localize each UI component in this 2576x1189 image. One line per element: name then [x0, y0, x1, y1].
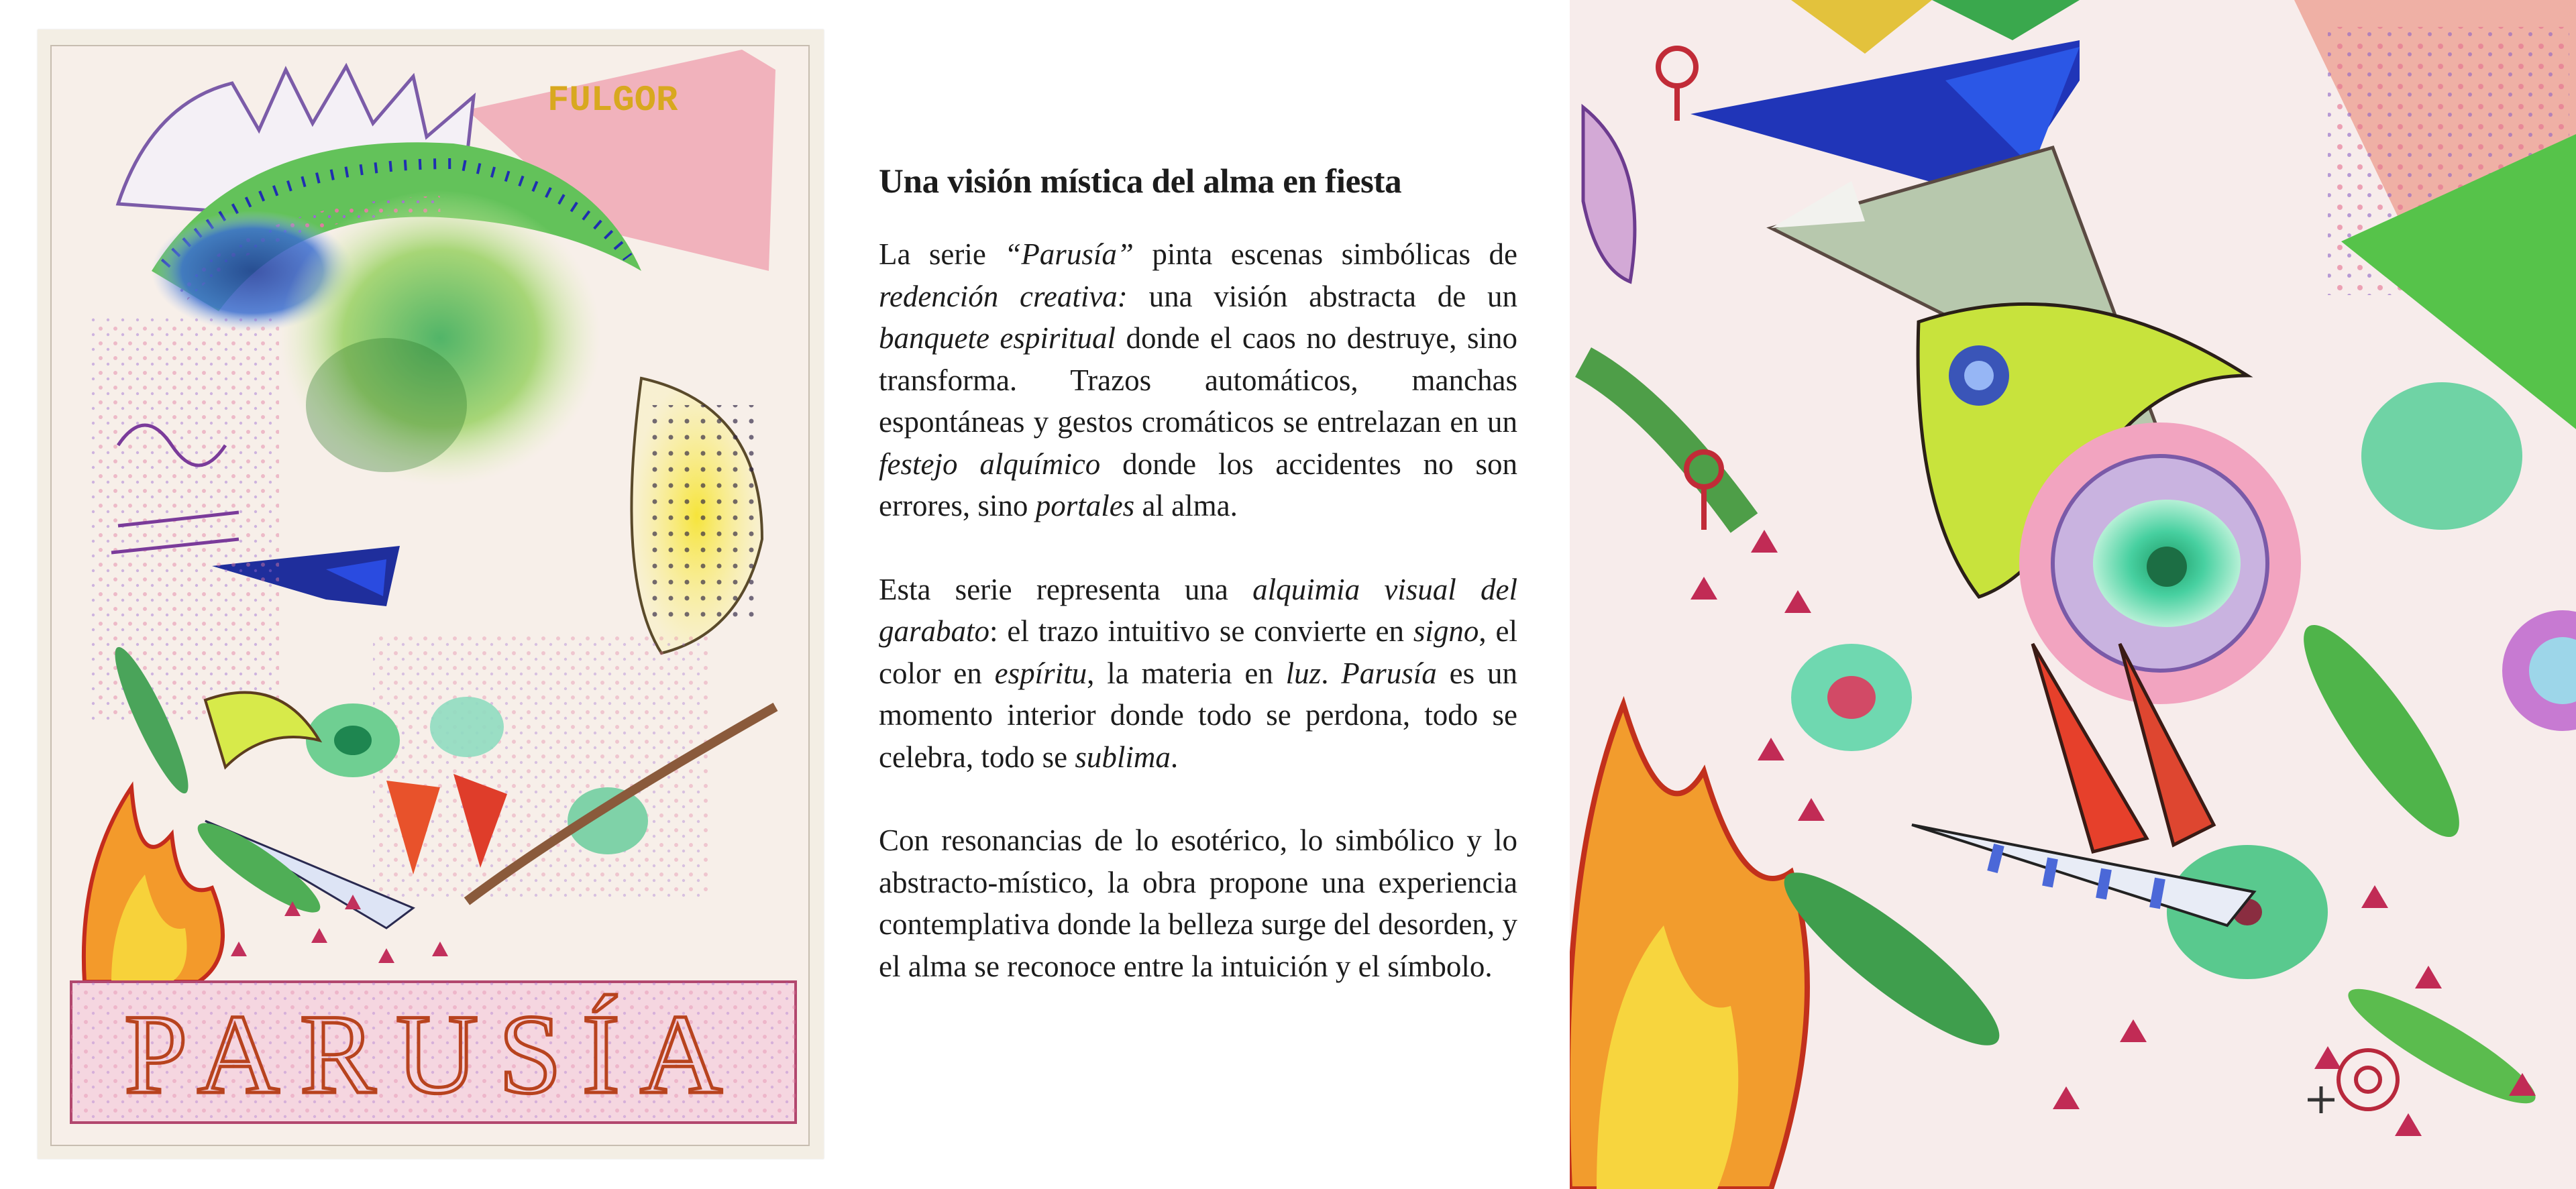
italic-phrase: portales	[1035, 489, 1135, 522]
italic-phrase: “Parusía”	[1004, 237, 1134, 271]
italic-phrase: redención creativa:	[879, 279, 1128, 313]
text-run: La serie	[879, 237, 1005, 271]
text-run: , la materia en	[1087, 656, 1286, 690]
italic-phrase: sublima	[1075, 740, 1171, 774]
text-run: donde el caos no destruye, sino transforma. Trazos automáticos, manchas espontáneas y gestos cromáticos se entrelazan en un	[879, 321, 1517, 439]
artwork-detail-svg	[1570, 0, 2576, 1189]
text-run: una visión abstracta de un	[1127, 279, 1517, 313]
text-run: al alma.	[1134, 489, 1238, 522]
text-run: .	[1321, 656, 1342, 690]
artwork-detail-crop	[1570, 0, 2576, 1189]
paragraph-1	[879, 233, 1517, 527]
parusia-lettering: PARUSÍA	[124, 991, 743, 1117]
italic-phrase: alquimia visual del garabato	[879, 572, 1517, 648]
text-run: donde los accidentes no son errores, sino	[879, 447, 1517, 522]
text-run: : el trazo intuitivo se convierte en	[989, 614, 1413, 648]
paragraph-3	[879, 819, 1517, 987]
italic-phrase: festejo alquímico	[879, 447, 1101, 481]
text-run: .	[1170, 740, 1179, 774]
text-run: Esta serie representa una	[879, 572, 1253, 606]
italic-phrase: banquete espiritual	[879, 321, 1116, 355]
article-headline: Una visión mística del alma en fiesta	[879, 163, 1402, 201]
artwork-full-svg	[38, 30, 824, 1159]
italic-phrase: luz	[1285, 656, 1322, 690]
fulgor-lettering: FULGOR	[547, 80, 678, 121]
text-run: pinta escenas simbólicas de	[1133, 237, 1517, 271]
article-text	[879, 160, 1517, 1029]
text-run: Con resonancias de lo esotérico, lo simbólico y lo abstracto-místico, la obra propone una experiencia contemplativa donde la belleza surge del desorden, y el alma se reconoce entre la intuición y el símbolo.	[879, 824, 1517, 983]
artwork-full-painting	[38, 30, 824, 1159]
italic-phrase: espíritu	[994, 656, 1087, 690]
paragraph-2	[879, 569, 1517, 779]
italic-phrase: Parusía	[1341, 656, 1437, 690]
text-run: , el color en	[879, 614, 1517, 690]
italic-phrase: signo	[1413, 614, 1479, 648]
text-run: es un momento interior donde todo se perdona, todo se celebra, todo se	[879, 656, 1517, 774]
